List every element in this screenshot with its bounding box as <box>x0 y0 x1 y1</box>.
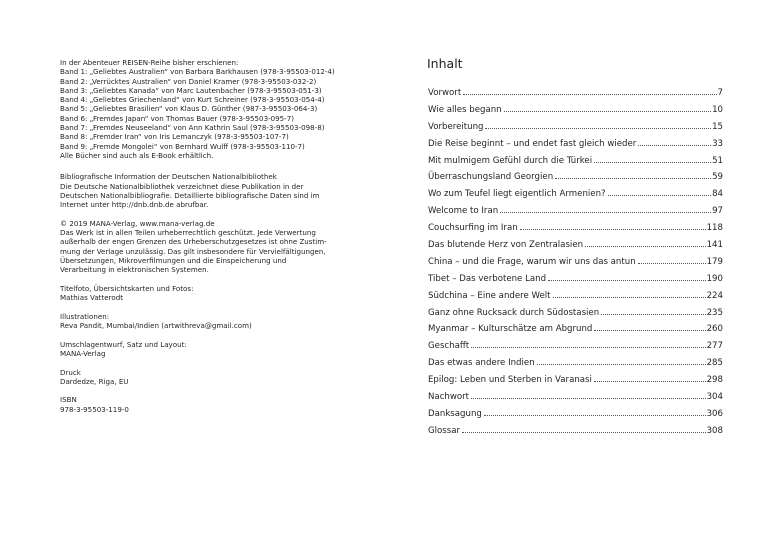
toc-entry-title: Das blutende Herz von Zentralasien <box>428 240 584 251</box>
series-book: Band 6: „Fremdes Japan“ von Thomas Bauer (978-3-95503-095-7) <box>60 113 295 123</box>
toc-entry-page: 235 <box>706 307 723 318</box>
toc-entry-page: 7 <box>717 88 723 98</box>
credit-label: Illustrationen: <box>60 311 110 321</box>
toc-entry-page: 306 <box>706 408 723 419</box>
toc-entry <box>428 203 723 220</box>
toc-entry <box>428 423 723 440</box>
toc-leader-dots <box>638 254 706 264</box>
toc-entry <box>428 389 723 406</box>
toc-leader-dots <box>585 237 706 247</box>
toc-leader-dots <box>608 186 711 196</box>
toc-entry-title: Wie alles begann <box>428 104 502 115</box>
toc-entry-title: Tibet – Das verbotene Land <box>428 273 547 284</box>
toc-entry <box>428 271 723 288</box>
toc-leader-dots <box>548 271 706 281</box>
ebook-note: Alle Bücher sind auch als E-Book erhältlich. <box>60 150 214 160</box>
toc-entry <box>428 288 723 305</box>
toc-leader-dots <box>594 321 705 331</box>
series-book: Band 1: „Geliebtes Australien“ von Barbara Barkhausen (978-3-95503-012-4) <box>60 67 335 77</box>
design-credits <box>60 340 360 359</box>
toc-leader-dots <box>594 153 711 163</box>
toc-entry-title: Couchsurfing im Iran <box>428 223 518 234</box>
series-book: Band 5: „Geliebtes Brasilien“ von Klaus D. Günther (987-3-95503-064-3) <box>60 104 318 114</box>
series-book: Band 4: „Geliebtes Griechenland“ von Kurt Schreiner (978-3-95503-054-4) <box>60 95 325 105</box>
copyright-line: außerhalb der engen Grenzen des Urheberschutzgesetzes ist ohne Zustim- <box>60 237 327 247</box>
toc-entry-page: 33 <box>712 138 723 149</box>
contents-page <box>384 0 768 549</box>
biblio-line: Bibliografische Information der Deutschen Nationalbibliothek <box>60 172 277 182</box>
toc-entry-page: 304 <box>706 392 723 403</box>
series-book: Band 2: „Verrücktes Australien“ von Daniel Kramer (978-3-95503-032-2) <box>60 76 317 86</box>
toc-entry-page: 179 <box>706 256 723 267</box>
toc-entry <box>428 169 723 186</box>
illustration-credits <box>60 312 360 331</box>
toc-entry-title: Myanmar – Kulturschätze am Abgrund <box>428 324 593 335</box>
toc-leader-dots <box>504 102 711 112</box>
print-credits <box>60 368 360 387</box>
toc-entry-page: 97 <box>712 206 723 217</box>
toc-leader-dots <box>638 136 711 146</box>
credit-value: Reva Pandit, Mumbai/Indien (artwithreva@gmail.com) <box>60 321 252 331</box>
toc-entry-page: 308 <box>706 425 723 436</box>
toc-entry <box>428 305 723 322</box>
photo-credits <box>60 284 360 303</box>
toc-leader-dots <box>520 220 706 230</box>
toc-entry-title: Ganz ohne Rucksack durch Südostasien <box>428 307 600 318</box>
toc-entry-page: 84 <box>712 189 723 200</box>
toc-leader-dots <box>601 305 705 315</box>
toc-entry-title: Glossar <box>428 425 461 436</box>
isbn-info <box>60 395 360 414</box>
toc-entry-page: 277 <box>706 341 723 352</box>
toc-entry-page: 10 <box>712 104 723 115</box>
toc-entry-title: Wo zum Teufel liegt eigentlich Armenien? <box>428 189 606 200</box>
toc-entry <box>428 186 723 203</box>
toc-entry <box>428 220 723 237</box>
toc-entry <box>428 136 723 153</box>
series-heading: In der Abenteuer REISEN-Reihe bisher erschienen: <box>60 58 239 67</box>
toc-leader-dots <box>555 169 711 179</box>
toc-entry-page: 224 <box>706 290 723 301</box>
biblio-line: Deutschen Nationalbibliografie. Detaillierte bibliografische Daten sind im <box>60 190 320 200</box>
toc-entry <box>428 85 723 102</box>
toc-entry-title: Welcome to Iran <box>428 206 499 217</box>
toc-entry <box>428 321 723 338</box>
toc-leader-dots <box>462 423 706 433</box>
copyright-line: Das Werk ist in allen Teilen urheberrechtlich geschützt. Jede Verwertung <box>60 228 316 238</box>
toc-leader-dots <box>484 406 706 416</box>
toc-entry-title: Nachwort <box>428 392 470 403</box>
toc-entry-title: China – und die Frage, warum wir uns das antun <box>428 256 636 267</box>
toc-entry <box>428 338 723 355</box>
toc-leader-dots <box>463 85 716 95</box>
copyright-line: © 2019 MANA-Verlag, www.mana-verlag.de <box>60 218 215 228</box>
toc-entry-title: Südchina – Eine andere Welt <box>428 290 551 301</box>
toc-entry-page: 285 <box>706 358 723 369</box>
toc-entry <box>428 372 723 389</box>
series-list <box>60 58 360 160</box>
toc-entry-title: Geschafft <box>428 341 470 352</box>
toc-leader-dots <box>471 338 705 348</box>
toc-entry-page: 51 <box>712 155 723 166</box>
toc-leader-dots <box>553 288 706 298</box>
toc-title: Inhalt <box>427 56 463 71</box>
toc-entry-page: 141 <box>706 240 723 251</box>
copyright-line: Übersetzungen, Mikroverfilmungen und die Einspeicherung und <box>60 255 287 265</box>
biblio-line: Internet unter http://dnb.dnb.de abrufbar. <box>60 200 209 210</box>
credit-value: Dardedze, Riga, EU <box>60 376 129 386</box>
toc-entry-title: Überraschungsland Georgien <box>428 172 554 183</box>
toc-entry-title: Die Reise beginnt – und endet fast gleich wieder <box>428 138 637 149</box>
bibliographic-info <box>60 172 360 209</box>
series-book: Band 9: „Fremde Mongolei“ von Bernhard Wulff (978-3-95503-110-7) <box>60 141 305 151</box>
toc-entry-title: Danksagung <box>428 408 482 419</box>
toc-leader-dots <box>537 355 706 365</box>
toc-entry-title: Das etwas andere Indien <box>428 358 535 369</box>
toc-entry <box>428 119 723 136</box>
series-book: Band 7: „Fremdes Neuseeland“ von Ann Kathrin Saul (978-3-95503-098-8) <box>60 123 325 133</box>
isbn-label: ISBN <box>60 395 77 405</box>
credit-label: Titelfoto, Übersichtskarten und Fotos: <box>60 283 194 293</box>
credit-value: Mathias Vatterodt <box>60 293 123 303</box>
toc-entry-page: 190 <box>706 273 723 284</box>
isbn-value: 978-3-95503-119-0 <box>60 404 129 414</box>
toc-entry-page: 118 <box>706 223 723 234</box>
copyright-line: mung der Verlage unzulässig. Das gilt insbesondere für Vervielfältigungen, <box>60 246 326 256</box>
toc-leader-dots <box>594 372 706 382</box>
toc-leader-dots <box>471 389 706 399</box>
copyright-line: Verarbeitung in elektronischen Systemen. <box>60 265 209 275</box>
toc-list <box>428 85 723 440</box>
copyright-notice <box>60 219 360 275</box>
toc-entry-page: 59 <box>712 172 723 183</box>
series-book: Band 3: „Geliebtes Kanada“ von Marc Lautenbacher (978-3-95503-051-3) <box>60 85 322 95</box>
credit-value: MANA-Verlag <box>60 348 106 358</box>
toc-entry-title: Vorbereitung <box>428 121 484 132</box>
toc-leader-dots <box>500 203 711 213</box>
toc-leader-dots <box>485 119 711 129</box>
toc-entry <box>428 355 723 372</box>
toc-entry-title: Vorwort <box>428 88 462 98</box>
series-book: Band 8: „Fremder Iran“ von Iris Lemanczyk (978-3-95503-107-7) <box>60 132 289 142</box>
toc-entry <box>428 254 723 271</box>
toc-entry <box>428 237 723 254</box>
toc-entry-page: 260 <box>706 324 723 335</box>
credit-label: Umschlagentwurf, Satz und Layout: <box>60 339 187 349</box>
toc-entry-page: 15 <box>712 121 723 132</box>
toc-entry-page: 298 <box>706 375 723 386</box>
credit-label: Druck <box>60 367 81 377</box>
toc-entry-title: Mit mulmigem Gefühl durch die Türkei <box>428 155 593 166</box>
toc-entry <box>428 406 723 423</box>
biblio-line: Die Deutsche Nationalbibliothek verzeichnet diese Publikation in der <box>60 181 304 191</box>
toc-entry <box>428 153 723 170</box>
toc-entry-title: Epilog: Leben und Sterben in Varanasi <box>428 375 592 386</box>
toc-entry <box>428 102 723 119</box>
imprint-text <box>60 58 360 423</box>
